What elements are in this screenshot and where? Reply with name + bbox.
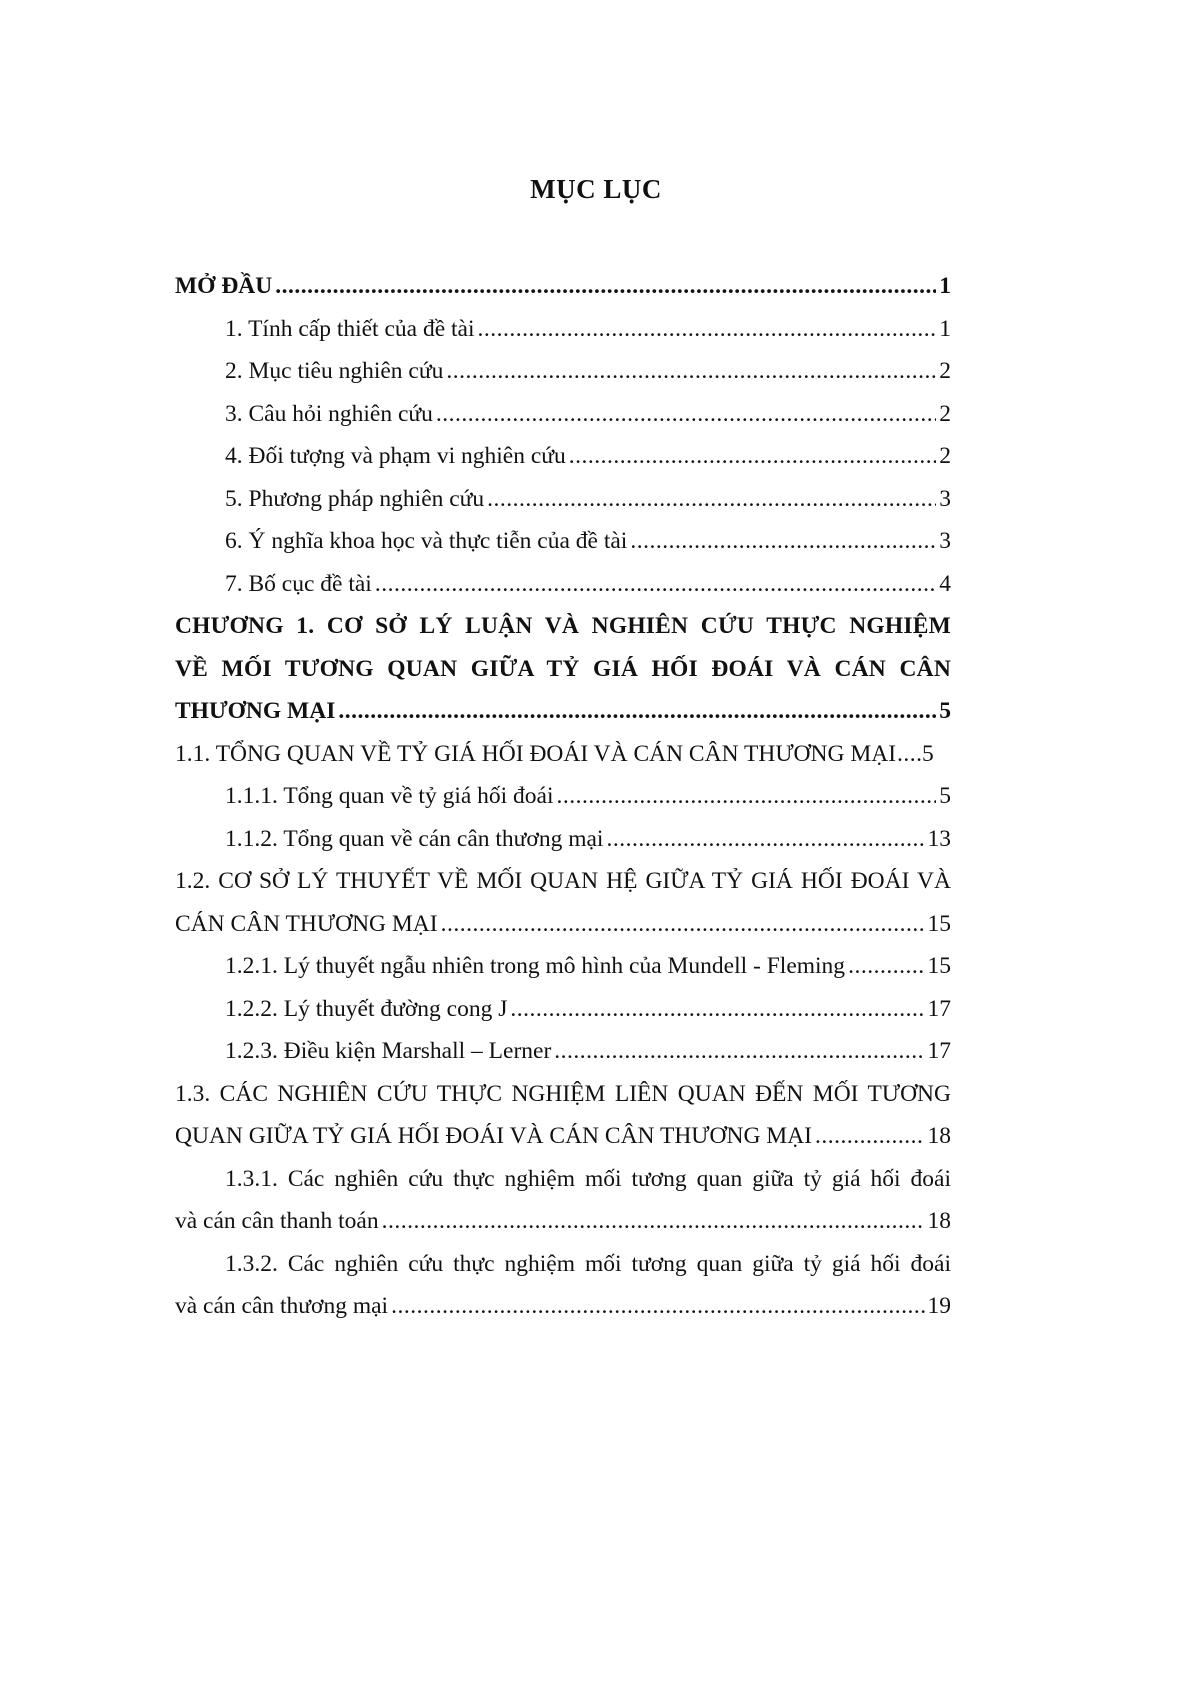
toc-label: 1.1.1. Tổng quan về tỷ giá hối đoái	[225, 783, 554, 809]
toc-label: 3. Câu hỏi nghiên cứu	[225, 400, 433, 427]
toc-label: 1.2.1. Lý thuyết ngẫu nhiên trong mô hình của Mundell - Fleming	[225, 953, 846, 979]
toc-page-number: 18	[927, 1208, 951, 1234]
toc-label: CHƯƠNG 1. CƠ SỞ LÝ LUẬN VÀ NGHIÊN CỨU THỰC NGHIỆM	[175, 613, 951, 639]
toc-page-number: 15	[927, 910, 951, 937]
toc-entry-intro[interactable]	[175, 265, 951, 308]
toc-label: 2. Mục tiêu nghiên cứu	[225, 358, 444, 384]
page-title: MỤC LỤC	[530, 174, 662, 204]
toc-label: 7. Bố cục đề tài	[225, 570, 372, 597]
toc-entry[interactable]	[175, 435, 951, 478]
dot-leader	[338, 690, 936, 733]
dot-leader	[487, 478, 936, 521]
dot-leader	[897, 733, 921, 776]
toc-label: 6. Ý nghĩa khoa học và thực tiễn của đề tài	[225, 528, 628, 554]
toc-label: 1.2. CƠ SỞ LÝ THUYẾT VỀ MỐI QUAN HỆ GIỮA TỶ GIÁ HỐI ĐOÁI VÀ	[175, 868, 951, 894]
dot-leader	[478, 308, 937, 351]
toc-page-number: 2	[939, 400, 951, 427]
toc-page-number: 2	[939, 443, 951, 469]
toc-page-number: 15	[927, 953, 951, 979]
dot-leader	[436, 393, 936, 436]
toc-entry[interactable]	[175, 393, 951, 436]
toc-page-number: 18	[927, 1123, 951, 1149]
toc-page-number: 3	[939, 485, 951, 512]
dot-leader	[275, 265, 936, 308]
toc-entry-section-1-1[interactable]	[175, 733, 951, 776]
dot-leader	[630, 520, 936, 563]
toc-entry-section-1-2[interactable]	[175, 860, 951, 945]
toc-label: 1.3. CÁC NGHIÊN CỨU THỰC NGHIỆM LIÊN QUAN ĐẾN MỐI TƯƠNG	[175, 1080, 951, 1107]
dot-leader	[815, 1115, 924, 1158]
toc-label: 1.3.1. Các nghiên cứu thực nghiệm mối tương quan giữa tỷ giá hối đoái	[225, 1165, 951, 1192]
dot-leader	[375, 563, 936, 606]
toc-label: 5. Phương pháp nghiên cứu	[225, 485, 485, 512]
table-of-contents	[175, 265, 951, 1328]
toc-entry[interactable]	[175, 818, 951, 861]
toc-entry[interactable]	[175, 1030, 951, 1073]
toc-entry[interactable]	[175, 563, 951, 606]
toc-entry[interactable]	[175, 775, 951, 818]
toc-entry-chapter-1[interactable]	[175, 605, 951, 733]
toc-entry-section-1-3-1[interactable]	[175, 1158, 951, 1243]
toc-page-number: 17	[927, 995, 951, 1022]
dot-leader	[510, 988, 924, 1031]
dot-leader	[569, 435, 937, 478]
toc-page-number: 17	[927, 1038, 951, 1064]
toc-label: 1. Tính cấp thiết của đề tài	[225, 315, 475, 342]
toc-label: VỀ MỐI TƯƠNG QUAN GIỮA TỶ GIÁ HỐI ĐOÁI VÀ CÁN CÂN	[175, 655, 951, 682]
dot-leader	[557, 775, 937, 818]
toc-page-number: 13	[927, 825, 951, 852]
dot-leader	[606, 818, 924, 861]
toc-label: THƯƠNG MẠI	[175, 698, 336, 724]
toc-entry[interactable]	[175, 945, 951, 988]
dot-leader	[391, 1285, 924, 1328]
toc-label: 4. Đối tượng và phạm vi nghiên cứu	[225, 443, 566, 469]
dot-leader	[554, 1030, 924, 1073]
toc-entry-section-1-3[interactable]	[175, 1073, 951, 1158]
toc-label: 1.1. TỔNG QUAN VỀ TỶ GIÁ HỐI ĐOÁI VÀ CÁN CÂN THƯƠNG MẠI	[175, 740, 897, 767]
dot-leader	[441, 903, 925, 946]
toc-page-number: 5	[939, 783, 951, 809]
toc-label: và cán cân thanh toán	[175, 1208, 379, 1234]
toc-label: và cán cân thương mại	[175, 1293, 389, 1319]
toc-label: 1.3.2. Các nghiên cứu thực nghiệm mối tương quan giữa tỷ giá hối đoái	[225, 1250, 951, 1277]
toc-entry[interactable]	[175, 350, 951, 393]
toc-page-number: 5	[922, 740, 934, 767]
dot-leader	[382, 1200, 925, 1243]
toc-label: 1.1.2. Tổng quan về cán cân thương mại	[225, 825, 604, 852]
toc-page-number: 1	[939, 273, 951, 299]
dot-leader	[446, 350, 936, 393]
toc-entry[interactable]	[175, 308, 951, 351]
toc-entry[interactable]	[175, 988, 951, 1031]
toc-entry-section-1-3-2[interactable]	[175, 1243, 951, 1328]
toc-page-number: 4	[939, 570, 951, 597]
toc-page-number: 2	[939, 358, 951, 384]
toc-entry[interactable]	[175, 520, 951, 563]
toc-label: QUAN GIỮA TỶ GIÁ HỐI ĐOÁI VÀ CÁN CÂN THƯƠNG MẠI	[175, 1123, 813, 1149]
toc-page-number: 5	[939, 698, 951, 724]
toc-label: 1.2.2. Lý thuyết đường cong J	[225, 995, 508, 1022]
toc-page-number: 3	[939, 528, 951, 554]
toc-label: CÁN CÂN THƯƠNG MẠI	[175, 910, 438, 937]
toc-label: MỞ ĐẦU	[175, 273, 273, 299]
toc-entry[interactable]	[175, 478, 951, 521]
toc-label: 1.2.3. Điều kiện Marshall – Lerner	[225, 1038, 552, 1064]
toc-page-number: 1	[939, 315, 951, 342]
toc-page-number: 19	[927, 1293, 951, 1319]
dot-leader	[848, 945, 924, 988]
